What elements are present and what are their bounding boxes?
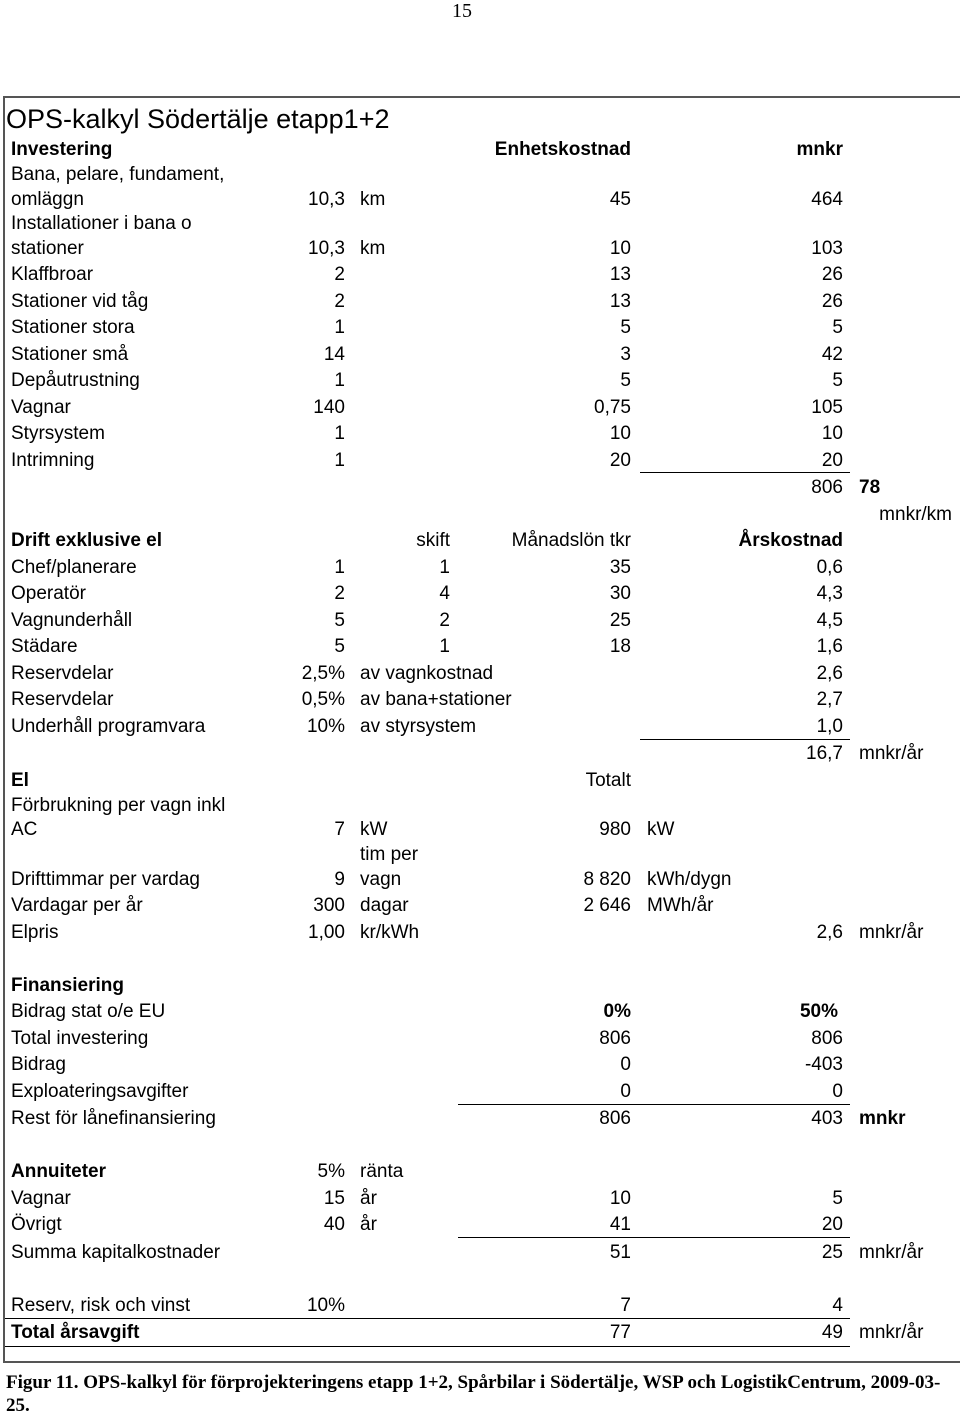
table-row bbox=[0, 342, 960, 368]
figure-caption: Figur 11. OPS-kalkyl för förprojekteringens etapp 1+2, Spårbilar i Södertälje, WSP och LogistikCentrum, 2009-03-25. bbox=[6, 1372, 941, 1416]
row-a: 41 bbox=[609, 1214, 631, 1235]
row-b: 0 bbox=[832, 1081, 843, 1102]
row-unit: vagn bbox=[360, 869, 402, 890]
row-qty: 9 bbox=[334, 869, 345, 890]
drift-sum-row bbox=[0, 741, 960, 767]
table-row bbox=[0, 1240, 960, 1266]
row-label: Total investering bbox=[11, 1028, 149, 1049]
row-total: 8 820 bbox=[583, 869, 631, 890]
row-label: Summa kapitalkostnader bbox=[11, 1242, 221, 1263]
row-salary: 30 bbox=[609, 583, 631, 604]
row-qty: 14 bbox=[323, 344, 345, 365]
investering-sum-row bbox=[0, 475, 960, 501]
row-label: Vagnar bbox=[11, 1188, 71, 1209]
row-b: 806 bbox=[811, 1028, 843, 1049]
row-annual: 2,6 bbox=[816, 663, 843, 684]
investering-header bbox=[0, 137, 960, 163]
row-total-unit: MWh/år bbox=[647, 895, 714, 916]
row-unitcost: 13 bbox=[609, 264, 631, 285]
row-label: Vagnar bbox=[11, 397, 71, 418]
row-a: 806 bbox=[599, 1028, 631, 1049]
row-annual: 0,6 bbox=[816, 557, 843, 578]
row-qty: 0,5% bbox=[301, 689, 345, 710]
table-row bbox=[0, 289, 960, 315]
table-row bbox=[0, 893, 960, 919]
table-row bbox=[0, 555, 960, 581]
row-unitcost: 5 bbox=[620, 370, 631, 391]
row-total: 2 646 bbox=[583, 895, 631, 916]
row-a: 51 bbox=[609, 1242, 631, 1263]
total-avgift-row bbox=[0, 1320, 960, 1346]
table-row bbox=[0, 448, 960, 474]
row-annual: 2,7 bbox=[816, 689, 843, 710]
row-label: Depåutrustning bbox=[11, 370, 140, 391]
row-unit: kW bbox=[360, 819, 388, 840]
row-a: 7 bbox=[620, 1295, 631, 1316]
investering-label: Investering bbox=[11, 139, 113, 160]
table-row bbox=[0, 867, 960, 893]
row-unit: dagar bbox=[360, 895, 409, 916]
row-unit: år bbox=[360, 1188, 377, 1209]
table-row bbox=[0, 395, 960, 421]
investering-sum: 806 bbox=[811, 477, 843, 498]
table-row bbox=[0, 687, 960, 713]
row-qty: 1 bbox=[334, 370, 345, 391]
row-shift: 1 bbox=[439, 557, 450, 578]
row-unit: km bbox=[360, 238, 386, 259]
table-row bbox=[0, 211, 960, 237]
row-total: 42 bbox=[821, 344, 843, 365]
per-km-unit: mnkr/km bbox=[879, 504, 952, 525]
table-row bbox=[0, 842, 960, 868]
row-label: Bana, pelare, fundament, bbox=[11, 164, 225, 185]
el-label: El bbox=[11, 770, 29, 791]
sum-underline bbox=[458, 1237, 850, 1238]
row-qty: 1 bbox=[334, 557, 345, 578]
row-qty: 5 bbox=[334, 610, 345, 631]
row-total-unit: kW bbox=[647, 819, 675, 840]
per-km-value: 78 bbox=[859, 477, 881, 498]
row-qty: 1 bbox=[334, 423, 345, 444]
row-a: 0 bbox=[620, 1054, 631, 1075]
row-b: 403 bbox=[811, 1108, 843, 1129]
table-row bbox=[0, 187, 960, 213]
row-qty: 15 bbox=[323, 1188, 345, 1209]
sum-underline bbox=[640, 739, 850, 740]
row-annual: 1,6 bbox=[816, 636, 843, 657]
row-unit: mnkr/år bbox=[859, 1242, 924, 1263]
table-row bbox=[0, 1079, 960, 1105]
row-a: 77 bbox=[609, 1322, 631, 1343]
el-total-header: Totalt bbox=[585, 770, 631, 791]
row-b: 20 bbox=[821, 1214, 843, 1235]
table-row bbox=[0, 817, 960, 843]
table-row bbox=[0, 1026, 960, 1052]
table-row bbox=[0, 1212, 960, 1238]
row-label: Reservdelar bbox=[11, 689, 114, 710]
row-total: 20 bbox=[821, 450, 843, 471]
row-total: 103 bbox=[811, 238, 843, 259]
sum-underline bbox=[458, 1104, 850, 1105]
total-header: mnkr bbox=[796, 139, 843, 160]
row-total: 105 bbox=[811, 397, 843, 418]
row-qty: 300 bbox=[313, 895, 345, 916]
row-label: Installationer i bana o bbox=[11, 213, 192, 234]
row-qty: 10% bbox=[306, 1295, 345, 1316]
reserv-row bbox=[0, 1293, 960, 1319]
row-label: Chef/planerare bbox=[11, 557, 137, 578]
drift-sum: 16,7 bbox=[806, 743, 843, 764]
annuiteter-label: Annuiteter bbox=[11, 1161, 106, 1182]
row-total: 5 bbox=[832, 317, 843, 338]
drift-sum-unit: mnkr/år bbox=[859, 743, 924, 764]
sum-underline bbox=[5, 1318, 850, 1319]
salary-header: Månadslön tkr bbox=[511, 530, 631, 551]
row-label: Stationer vid tåg bbox=[11, 291, 149, 312]
row-label: Reserv, risk och vinst bbox=[11, 1295, 191, 1316]
table-row bbox=[0, 608, 960, 634]
annuiteter-header bbox=[0, 1159, 960, 1185]
page-title: OPS-kalkyl Södertälje etapp1+2 bbox=[6, 104, 390, 134]
annuiteter-rate-unit: ränta bbox=[360, 1161, 404, 1182]
table-row bbox=[0, 162, 960, 188]
row-annual: 1,0 bbox=[816, 716, 843, 737]
row-qty: 2 bbox=[334, 264, 345, 285]
row-unitcost: 10 bbox=[609, 423, 631, 444]
row-label: Stationer små bbox=[11, 344, 129, 365]
row-unit: km bbox=[360, 189, 386, 210]
row-label: Rest för lånefinansiering bbox=[11, 1108, 216, 1129]
row-label: stationer bbox=[11, 238, 84, 259]
drift-label: Drift exklusive el bbox=[11, 530, 163, 551]
row-total: 26 bbox=[821, 291, 843, 312]
row-label: Vardagar per år bbox=[11, 895, 143, 916]
row-label: Styrsystem bbox=[11, 423, 105, 444]
row-unitcost: 5 bbox=[620, 317, 631, 338]
row-label: Bidrag stat o/e EU bbox=[11, 1001, 166, 1022]
annuiteter-rate: 5% bbox=[317, 1161, 345, 1182]
row-unit: mnkr/år bbox=[859, 1322, 924, 1343]
row-b: 5 bbox=[832, 1188, 843, 1209]
row-a: 0% bbox=[603, 1001, 631, 1022]
row-basis: av bana+stationer bbox=[360, 689, 512, 710]
row-b: 25 bbox=[821, 1242, 843, 1263]
finansiering-label: Finansiering bbox=[11, 975, 124, 996]
frame-bottom-rule bbox=[3, 1361, 960, 1363]
row-b: 4 bbox=[832, 1295, 843, 1316]
row-qty: 2,5% bbox=[301, 663, 345, 684]
row-a: 0 bbox=[620, 1081, 631, 1102]
row-label: Underhåll programvara bbox=[11, 716, 206, 737]
row-label: AC bbox=[11, 819, 38, 840]
row-b: 50% bbox=[799, 1001, 838, 1022]
row-qty: 5 bbox=[334, 636, 345, 657]
row-a: 806 bbox=[599, 1108, 631, 1129]
table-row bbox=[0, 999, 960, 1025]
row-label: Drifttimmar per vardag bbox=[11, 869, 200, 890]
row-qty: 140 bbox=[313, 397, 345, 418]
table-row bbox=[0, 920, 960, 946]
row-b: -403 bbox=[804, 1054, 843, 1075]
row-cost-unit: mnkr/år bbox=[859, 922, 924, 943]
row-basis: av styrsystem bbox=[360, 716, 477, 737]
row-qty: 1 bbox=[334, 450, 345, 471]
row-total: 5 bbox=[832, 370, 843, 391]
row-label: Operatör bbox=[11, 583, 86, 604]
row-unitcost: 10 bbox=[609, 238, 631, 259]
table-row bbox=[0, 368, 960, 394]
row-shift: 2 bbox=[439, 610, 450, 631]
row-qty: 10% bbox=[306, 716, 345, 737]
row-label: Stationer stora bbox=[11, 317, 135, 338]
table-row bbox=[0, 661, 960, 687]
row-a: 10 bbox=[609, 1188, 631, 1209]
row-unitcost: 0,75 bbox=[594, 397, 631, 418]
row-unit: tim per bbox=[360, 844, 419, 865]
sum-underline bbox=[640, 472, 850, 473]
row-salary: 25 bbox=[609, 610, 631, 631]
row-label: Vagnunderhåll bbox=[11, 610, 133, 631]
row-label: Förbrukning per vagn inkl bbox=[11, 795, 226, 816]
row-label: Total årsavgift bbox=[11, 1322, 140, 1343]
row-qty: 7 bbox=[334, 819, 345, 840]
row-total: 26 bbox=[821, 264, 843, 285]
row-label: omläggn bbox=[11, 189, 84, 210]
row-label: Klaffbroar bbox=[11, 264, 94, 285]
shift-header: skift bbox=[416, 530, 450, 551]
row-unitcost: 20 bbox=[609, 450, 631, 471]
row-total-unit: kWh/dygn bbox=[647, 869, 732, 890]
table-row bbox=[0, 1052, 960, 1078]
unitcost-header: Enhetskostnad bbox=[494, 139, 631, 160]
per-km-unit-row bbox=[0, 502, 960, 528]
annual-header: Årskostnad bbox=[738, 530, 843, 551]
table-row bbox=[0, 714, 960, 740]
table-row bbox=[0, 262, 960, 288]
row-qty: 2 bbox=[334, 583, 345, 604]
row-salary: 18 bbox=[609, 636, 631, 657]
row-qty: 10,3 bbox=[308, 238, 345, 259]
row-b: 49 bbox=[821, 1322, 843, 1343]
frame-top-rule bbox=[3, 96, 960, 98]
table-row bbox=[0, 236, 960, 262]
row-qty: 2 bbox=[334, 291, 345, 312]
table-row bbox=[0, 1106, 960, 1132]
row-total: 464 bbox=[811, 189, 843, 210]
row-basis: av vagnkostnad bbox=[360, 663, 494, 684]
finansiering-header bbox=[0, 973, 960, 999]
sum-underline bbox=[5, 1346, 850, 1347]
row-label: Exploateringsavgifter bbox=[11, 1081, 189, 1102]
table-row bbox=[0, 634, 960, 660]
row-unitcost: 45 bbox=[609, 189, 631, 210]
table-row bbox=[0, 581, 960, 607]
row-shift: 1 bbox=[439, 636, 450, 657]
row-qty: 10,3 bbox=[308, 189, 345, 210]
row-qty: 1 bbox=[334, 317, 345, 338]
row-unit: mnkr bbox=[859, 1108, 906, 1129]
row-unitcost: 3 bbox=[620, 344, 631, 365]
row-label: Övrigt bbox=[11, 1214, 62, 1235]
row-cost: 2,6 bbox=[816, 922, 843, 943]
row-annual: 4,5 bbox=[816, 610, 843, 631]
table-row bbox=[0, 1186, 960, 1212]
row-qty: 1,00 bbox=[308, 922, 345, 943]
row-label: Städare bbox=[11, 636, 78, 657]
row-unit: år bbox=[360, 1214, 377, 1235]
row-total: 10 bbox=[821, 423, 843, 444]
row-label: Reservdelar bbox=[11, 663, 114, 684]
table-row bbox=[0, 315, 960, 341]
page-number: 15 bbox=[452, 0, 472, 22]
table-row bbox=[0, 793, 960, 819]
row-shift: 4 bbox=[439, 583, 450, 604]
row-total: 980 bbox=[599, 819, 631, 840]
row-unitcost: 13 bbox=[609, 291, 631, 312]
row-qty: 40 bbox=[323, 1214, 345, 1235]
row-unit: kr/kWh bbox=[360, 922, 420, 943]
table-row bbox=[0, 421, 960, 447]
row-label: Bidrag bbox=[11, 1054, 66, 1075]
row-label: Intrimning bbox=[11, 450, 95, 471]
row-annual: 4,3 bbox=[816, 583, 843, 604]
drift-header bbox=[0, 528, 960, 554]
el-header bbox=[0, 768, 960, 794]
row-salary: 35 bbox=[609, 557, 631, 578]
row-label: Elpris bbox=[11, 922, 59, 943]
